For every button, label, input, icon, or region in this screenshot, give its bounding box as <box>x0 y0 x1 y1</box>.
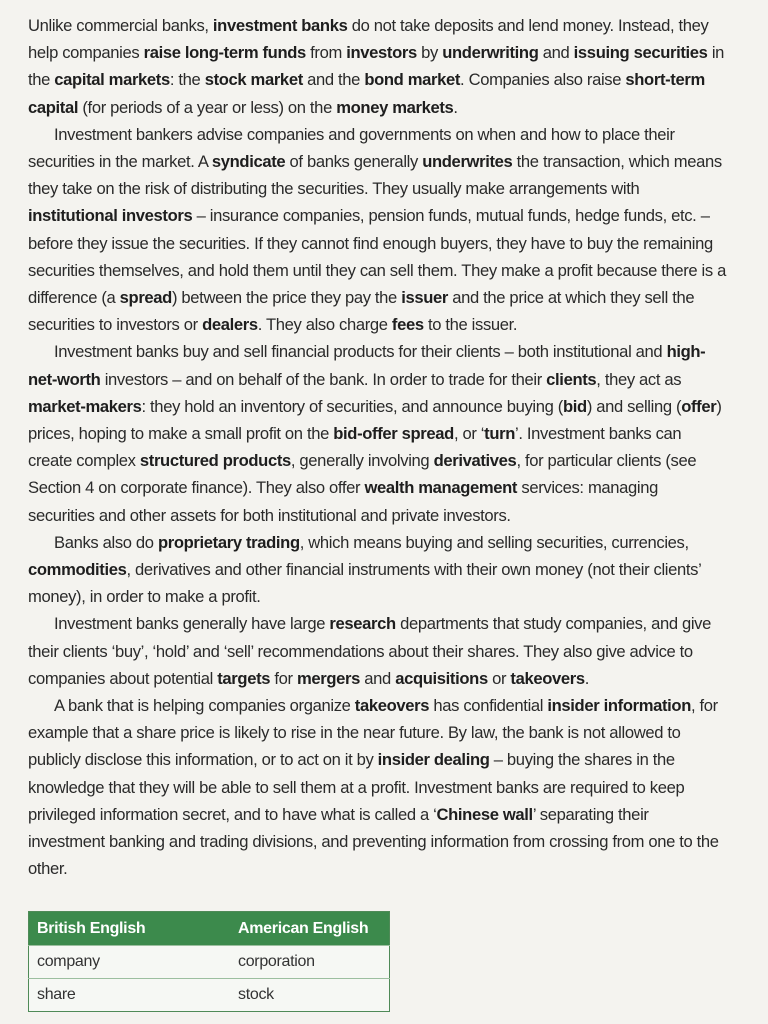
text-run: Investment banks buy and sell financial products for their clients – both institutional and <box>54 342 667 362</box>
paragraph <box>28 610 728 692</box>
text-run: and the <box>302 70 365 90</box>
key-term: mergers <box>296 668 361 688</box>
table-row <box>29 946 390 979</box>
text-run: Banks also do <box>54 532 158 552</box>
text-run: : the <box>169 70 205 90</box>
paragraph <box>28 121 728 339</box>
text-run: , for particular clients (see Section 4 on corporate finance). They also offer <box>28 451 697 498</box>
key-term: clients <box>546 369 597 389</box>
key-term: offer <box>681 396 717 416</box>
text-run: . <box>453 97 458 117</box>
key-term: issuing securities <box>573 43 708 63</box>
key-term: structured products <box>139 451 291 471</box>
text-run: and the price at which they sell the securities to investors or <box>28 288 695 335</box>
key-term: derivatives <box>433 451 517 471</box>
key-term: market-makers <box>28 396 142 416</box>
table-cell: company <box>29 946 231 979</box>
table-row <box>29 979 390 1012</box>
text-run: or <box>487 668 511 688</box>
key-term: underwriting <box>442 43 539 63</box>
key-term: bid <box>562 396 587 416</box>
key-term: institutional investors <box>28 206 193 226</box>
paragraph <box>28 529 728 611</box>
key-term: wealth management <box>364 478 518 498</box>
text-run: , generally involving <box>290 451 434 471</box>
text-run: and <box>360 668 396 688</box>
key-term: research <box>329 614 396 634</box>
text-run: ’. Investment banks can create complex <box>28 424 682 471</box>
text-run: , or ‘ <box>453 424 485 444</box>
table-cell: corporation <box>230 946 390 979</box>
text-run: , which means buying and selling securities, currencies, <box>299 532 689 552</box>
text-run: to the issuer. <box>423 315 518 335</box>
text-run: and <box>538 43 574 63</box>
vocabulary-table-header <box>29 912 390 946</box>
text-run: services: managing securities and other assets for both institutional and private investors. <box>28 478 659 525</box>
text-run: ’ separating their investment banking and trading divisions, and preventing information from crossing from one to the other. <box>28 804 719 879</box>
key-term: high-net-worth <box>28 342 706 389</box>
paragraph <box>28 12 728 121</box>
key-term: insider information <box>547 696 692 716</box>
key-term: issuer <box>401 288 448 308</box>
column-header-british: British English <box>29 912 231 946</box>
vocabulary-table <box>28 911 390 1012</box>
text-run: . They also charge <box>257 315 392 335</box>
key-term: insider dealing <box>377 750 490 770</box>
text-run: for <box>270 668 297 688</box>
text-run: of banks generally <box>285 152 423 172</box>
text-run: by <box>416 43 443 63</box>
body-text <box>28 12 728 883</box>
text-run: investors – and on behalf of the bank. In order to trade for their <box>100 369 547 389</box>
key-term: takeovers <box>510 668 585 688</box>
key-term: money markets <box>336 97 454 117</box>
text-run: , derivatives and other financial instruments with their own money (not their clients’ money), in order to make a profit. <box>28 560 701 607</box>
text-run: Investment banks generally have large <box>54 614 330 634</box>
key-term: spread <box>119 288 172 308</box>
text-run: (for periods of a year or less) on the <box>78 97 337 117</box>
key-term: investment banks <box>212 16 348 35</box>
key-term: raise long-term funds <box>143 43 306 63</box>
text-run: . Companies also raise <box>460 70 626 90</box>
key-term: dealers <box>202 315 258 335</box>
text-run: A bank that is helping companies organize <box>54 696 355 716</box>
key-term: bond market <box>364 70 461 90</box>
text-run: : they hold an inventory of securities, and announce buying ( <box>141 396 563 416</box>
column-header-american: American English <box>230 912 390 946</box>
text-run: , for example that a share price is likely to rise in the near future. By law, the bank is not allowed to publicly disclose this information, or to act on it by <box>28 696 718 770</box>
text-run: ) and selling ( <box>586 396 682 416</box>
key-term: commodities <box>28 560 127 580</box>
text-run: – insurance companies, pension funds, mutual funds, hedge funds, etc. – before they issue the securities. If they cannot find enough buyers, they have to buy the remaining securities themselves, and hold them until they can sell them. They make a profit because there is a difference (a <box>28 206 726 308</box>
key-term: fees <box>391 315 424 335</box>
text-run: the transaction, which means they take on the risk of distributing the securities. They usually make arrangements with <box>28 152 722 199</box>
table-cell: share <box>29 979 231 1012</box>
text-run: ) prices, hoping to make a small profit on the <box>28 396 722 444</box>
key-term: syndicate <box>211 152 286 172</box>
key-term: stock market <box>204 70 303 90</box>
key-term: capital markets <box>54 70 170 90</box>
key-term: turn <box>484 424 515 444</box>
text-run: has confidential <box>429 696 548 716</box>
key-term: acquisitions <box>395 668 488 688</box>
text-run: departments that study companies, and give their clients ‘buy’, ‘hold’ and ‘sell’ recommendations about their shares. They also give advice to companies about potential <box>28 614 712 688</box>
text-run: do not take deposits and lend money. Instead, they help companies <box>28 16 709 63</box>
key-term: targets <box>217 668 271 688</box>
text-run: from <box>305 43 347 63</box>
key-term: proprietary trading <box>157 532 300 552</box>
key-term: investors <box>346 43 417 63</box>
text-run: Unlike commercial banks, <box>28 16 213 35</box>
key-term: takeovers <box>354 696 430 716</box>
key-term: Chinese wall <box>436 804 533 824</box>
text-run: , they act as <box>596 369 682 389</box>
key-term: bid-offer spread <box>333 424 454 444</box>
text-run: . <box>584 668 590 688</box>
text-run: – buying the shares in the knowledge that they will be able to sell them at a profit. Investment banks are required to keep privileged information secret, and to have what is called a ‘ <box>28 750 685 824</box>
paragraph <box>28 692 728 882</box>
table-cell: stock <box>230 979 390 1012</box>
key-term: short-term capital <box>28 70 705 117</box>
text-run: ) between the price they pay the <box>171 288 402 308</box>
paragraph <box>28 338 728 528</box>
text-run: in the <box>28 43 725 90</box>
key-term: underwrites <box>422 152 513 172</box>
text-run: Investment bankers advise companies and governments on when and how to place their securities in the market. A <box>28 124 675 172</box>
